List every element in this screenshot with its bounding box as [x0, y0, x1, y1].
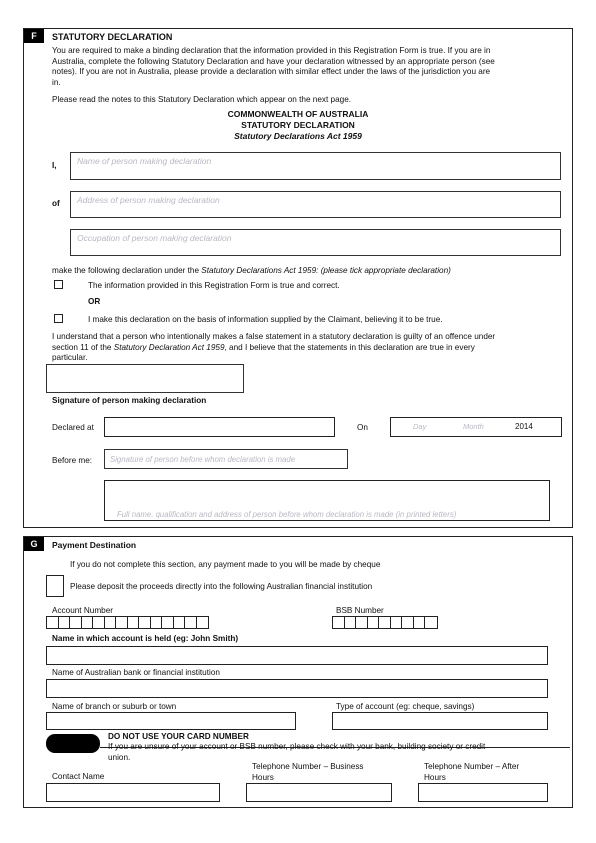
deposit-label: Please deposit the proceeds directly into the following Australian financial institution — [70, 582, 373, 591]
declared-at-label: Declared at — [52, 423, 94, 432]
witness-signature-placeholder: Signature of person before whom declaration is made — [110, 455, 296, 464]
notes-line: Please read the notes to this Statutory Declaration which appear on the next page. — [52, 95, 352, 104]
witness-details-placeholder: Full name, qualification and address of person before whom declaration is made (in printed letters) — [117, 510, 457, 519]
option1-checkbox[interactable] — [54, 280, 63, 289]
day-placeholder: Day — [413, 422, 427, 431]
on-label: On — [357, 423, 368, 432]
account-type-label: Type of account (eg: cheque, savings) — [336, 702, 475, 711]
account-name-field[interactable] — [46, 646, 548, 665]
year-value: 2014 — [515, 422, 533, 431]
deposit-checkbox[interactable] — [46, 575, 64, 597]
warning-pill-icon — [46, 734, 100, 753]
make-declaration-line: make the following declaration under the Statutory Declarations Act 1959: (please tick appropriate declaration) — [52, 266, 451, 275]
signature-field[interactable] — [46, 364, 244, 393]
or-label: OR — [88, 297, 101, 306]
account-type-field[interactable] — [332, 712, 548, 730]
bsb-number-label: BSB Number — [336, 606, 384, 615]
address-placeholder: Address of person making declaration — [77, 195, 220, 205]
cheque-note: If you do not complete this section, any payment made to you will be made by cheque — [70, 560, 381, 569]
option2-label: I make this declaration on the basis of information supplied by the Claimant, believing it to be true. — [88, 315, 443, 324]
bsb-number-field[interactable] — [332, 616, 438, 629]
option2-checkbox[interactable] — [54, 314, 63, 323]
understand-text: I understand that a person who intentionally makes a false statement in a statutory declaration is guilty of an offence under section 11 of the Statutory Declaration Act 1959, and I believe that the statements in this declaration are true in every particular. — [52, 332, 496, 362]
section-f-title: STATUTORY DECLARATION — [52, 32, 173, 42]
name-field[interactable] — [70, 152, 561, 180]
account-number-field[interactable] — [46, 616, 209, 629]
tel-after-field[interactable] — [418, 783, 548, 802]
label-of: of — [52, 199, 60, 208]
signature-label: Signature of person making declaration — [52, 396, 207, 405]
section-f-letter: F — [24, 29, 44, 43]
tel-after-label: Telephone Number – After Hours — [424, 762, 520, 782]
branch-name-field[interactable] — [46, 712, 296, 730]
name-placeholder: Name of person making declaration — [77, 156, 212, 166]
unsure-note: If you are unsure of your account or BSB number, please check with your bank, building society or credit union. — [108, 742, 486, 762]
section-f-statutory-declaration — [23, 28, 573, 528]
account-name-label: Name in which account is held (eg: John Smith) — [52, 634, 239, 643]
declared-at-field[interactable] — [104, 417, 335, 437]
month-placeholder: Month — [463, 422, 484, 431]
date-field[interactable] — [390, 417, 562, 437]
occupation-field[interactable] — [70, 229, 561, 256]
branch-name-label: Name of branch or suburb or town — [52, 702, 177, 711]
bank-name-field[interactable] — [46, 679, 548, 698]
heading-act: Statutory Declarations Act 1959 — [234, 131, 362, 141]
witness-signature-field[interactable] — [104, 449, 348, 469]
section-g-payment-destination — [23, 536, 573, 808]
tel-business-field[interactable] — [246, 783, 392, 802]
witness-details-field[interactable] — [104, 480, 550, 521]
label-i: I, — [52, 161, 57, 170]
bank-name-label: Name of Australian bank or financial institution — [52, 668, 220, 677]
card-warning: DO NOT USE YOUR CARD NUMBER — [108, 732, 249, 741]
heading-statutory: STATUTORY DECLARATION — [241, 120, 355, 130]
before-me-label: Before me: — [52, 456, 93, 465]
section-g-title: Payment Destination — [52, 540, 137, 550]
section-g-letter: G — [24, 537, 44, 551]
address-field[interactable] — [70, 191, 561, 218]
occupation-placeholder: Occupation of person making declaration — [77, 233, 232, 243]
intro-text: You are required to make a binding declaration that the information provided in this Registration Form is true. If you are in Australia, complete the following Statutory Declaration and have your declaration witnessed by an appropriate person (see notes). If you are not in Australia, please provide a declaration with similar effect under the laws of the jurisdiction you are in. — [52, 46, 495, 87]
tel-business-label: Telephone Number – Business Hours — [252, 762, 364, 782]
contact-name-label: Contact Name — [52, 772, 105, 781]
contact-name-field[interactable] — [46, 783, 220, 802]
account-number-label: Account Number — [52, 606, 113, 615]
heading-commonwealth: COMMONWEALTH OF AUSTRALIA — [227, 109, 369, 119]
option1-label: The information provided in this Registration Form is true and correct. — [88, 281, 340, 290]
